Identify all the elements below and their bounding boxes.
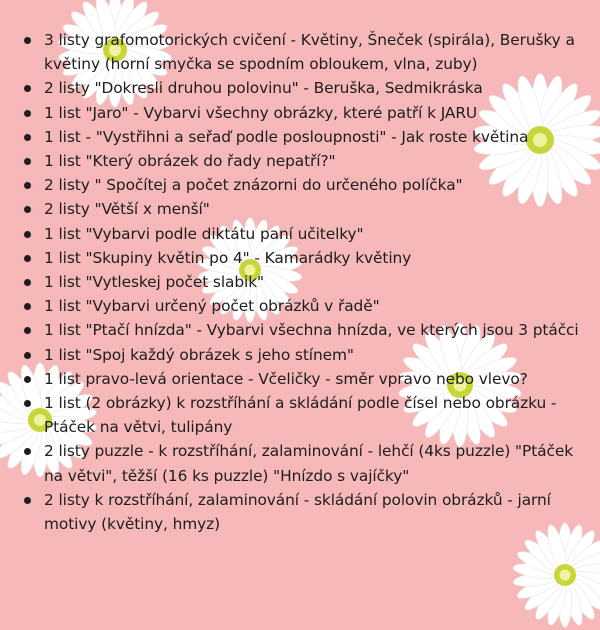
list-item: 1 list "Skupiny květin po 4" - Kamarádky květiny [20,246,580,270]
list-item: 2 listy " Spočítej a počet znázorni do určeného políčka" [20,173,580,197]
list-item: 1 list - "Vystřihni a seřaď podle posloupnosti" - Jak roste květina [20,125,580,149]
list-item: 1 list "Ptačí hnízda" - Vybarvi všechna hnízda, ve kterých jsou 3 ptáčci [20,318,580,342]
list-item: 1 list (2 obrázky) k rozstříhání a skládání podle čísel nebo obrázku - Ptáček na větvi, tulipány [20,391,580,439]
list-item: 1 list pravo-levá orientace - Včeličky - směr vpravo nebo vlevo? [20,367,580,391]
list-item: 1 list "Jaro" - Vybarvi všechny obrázky, které patří k JARU [20,101,580,125]
list-item: 2 listy k rozstříhání, zalaminování - skládání polovin obrázků - jarní motivy (květiny, hmyz) [20,488,580,536]
list-item: 1 list "Vytleskej počet slabik" [20,270,580,294]
list-item: 2 listy puzzle - k rozstříhání, zalaminování - lehčí (4ks puzzle) "Ptáček na větvi", těžší (16 ks puzzle) "Hnízdo s vajíčky" [20,439,580,487]
list-item: 1 list "Který obrázek do řady nepatří?" [20,149,580,173]
list-item: 2 listy "Dokresli druhou polovinu" - Beruška, Sedmikráska [20,76,580,100]
list-item: 1 list "Spoj každý obrázek s jeho stínem" [20,343,580,367]
list-item: 3 listy grafomotorických cvičení - Květiny, Šneček (spirála), Berušky a květiny (horní smyčka se spodním obloukem, vlna, zuby) [20,28,580,76]
list-item: 1 list "Vybarvi určený počet obrázků v řadě" [20,294,580,318]
daisy-flower-decoration [510,520,600,630]
list-item: 1 list "Vybarvi podle diktátu paní učitelky" [20,222,580,246]
activity-sheet-list [20,28,580,536]
list-item: 2 listy "Větší x menší" [20,197,580,221]
